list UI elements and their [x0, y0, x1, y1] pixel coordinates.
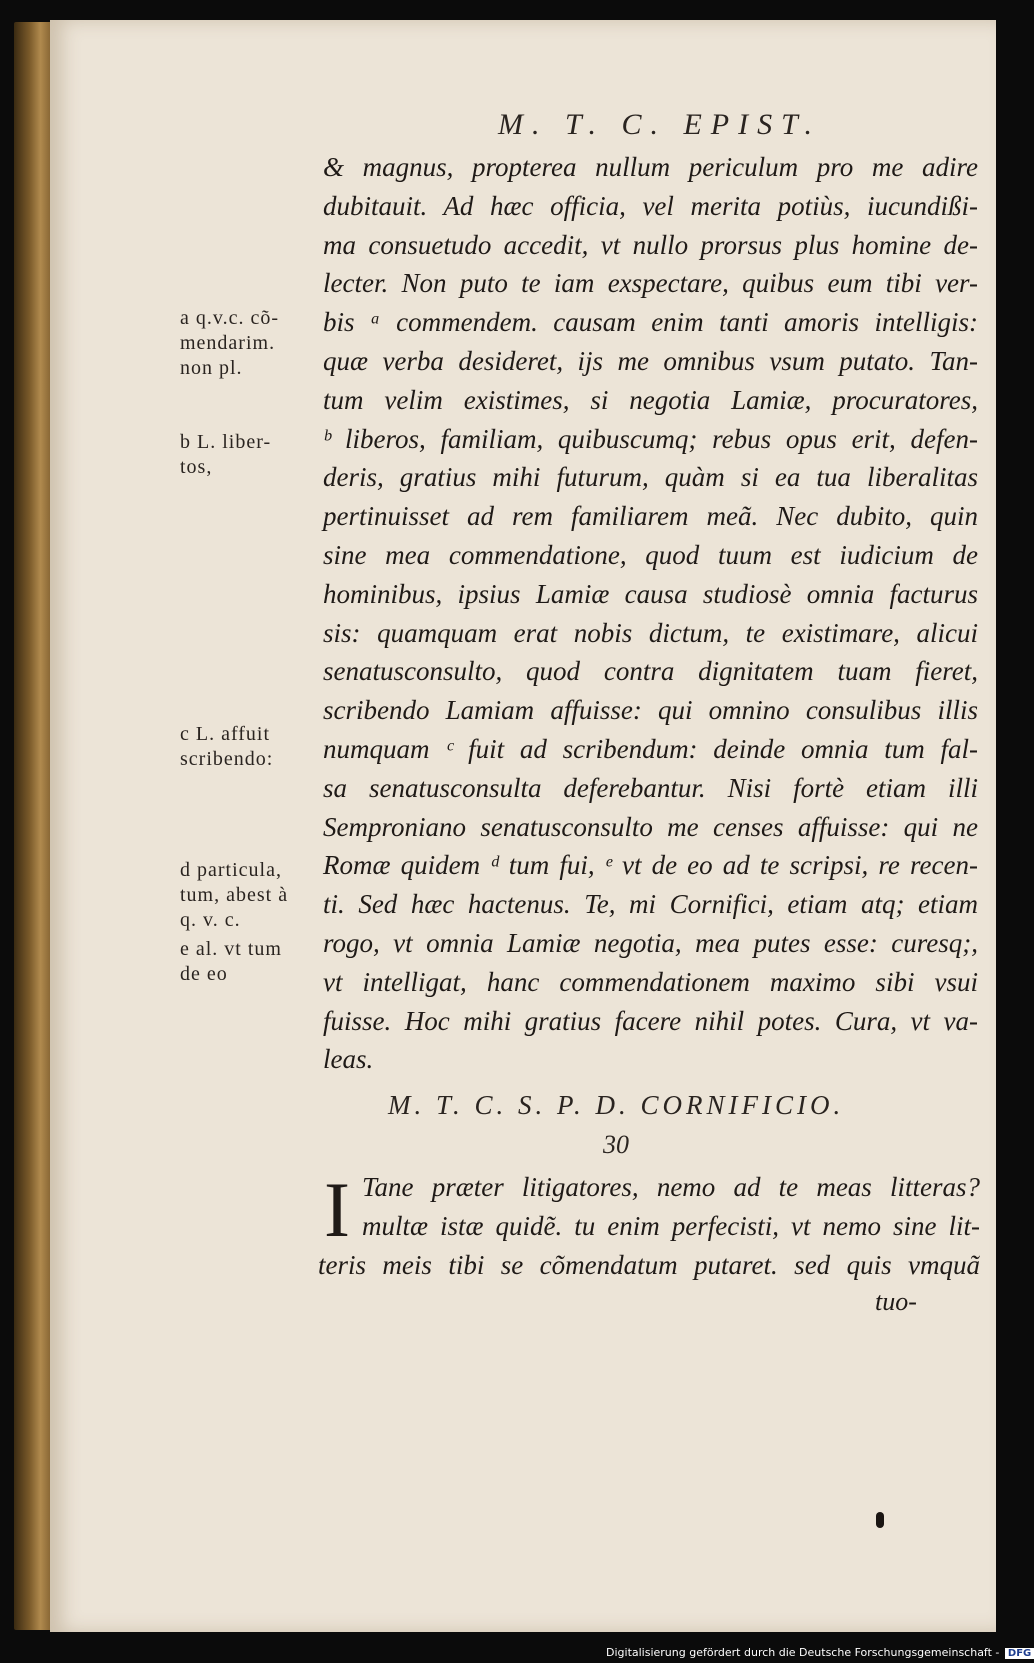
- text-line: Tane præter litigatores, nemo ad te meas litteras?: [362, 1172, 980, 1202]
- margin-note-b: [180, 430, 325, 480]
- text-line: multæ istæ quidẽ. tu enim perfecisti, vt nemo sine lit-: [362, 1210, 980, 1241]
- margin-note-line: scribendo:: [180, 748, 274, 770]
- text-line: & magnus, propterea nullum periculum pro me adire: [323, 152, 978, 182]
- text-line: fuisse. Hoc mihi gratius facere nihil potes. Cura, vt va-: [323, 1005, 978, 1036]
- text-line: tum velim existimes, si negotia Lamiæ, procuratores,: [323, 384, 978, 415]
- initial-capital: I: [324, 1166, 350, 1253]
- margin-note-line: a q.v.c. cõ-: [180, 307, 279, 329]
- text-line: numquam ᶜ fuit ad scribendum: deinde omnia tum fal-: [323, 733, 978, 764]
- text-line: bis ᵃ commendem. causam enim tanti amoris intelligis:: [323, 307, 978, 338]
- text-line: vt intelligat, hanc commendationem maximo sibi vsui: [323, 966, 978, 997]
- text-line: dubitauit. Ad hæc officia, vel merita potiùs, iucundißi-: [323, 190, 978, 221]
- text-line: ma consuetudo accedit, vt nullo prorsus plus homine de-: [323, 229, 978, 260]
- running-title: M. T. C. EPIST.: [498, 108, 822, 141]
- text-line: sa senatusconsulta deferebantur. Nisi fortè etiam illi: [323, 772, 978, 803]
- margin-note-line: tos,: [180, 456, 213, 478]
- ink-spot: [876, 1512, 884, 1528]
- margin-note-line: c L. affuit: [180, 723, 271, 745]
- text-line: Semproniano senatusconsulto me censes affuisse: qui ne: [323, 811, 978, 842]
- text-line: deris, gratius mihi futurum, quàm si ea tua liberalitas: [323, 462, 978, 493]
- margin-note-line: b L. liber-: [180, 431, 272, 453]
- margin-note-line: mendarim.: [180, 332, 276, 354]
- text-line: Romæ quidem ᵈ tum fui, ᵉ vt de eo ad te scripsi, re recen-: [323, 850, 978, 881]
- letter-heading: M. T. C. S. P. D. CORNIFICIO.: [388, 1090, 845, 1120]
- margin-note-a: [180, 306, 325, 381]
- text-line: teris meis tibi se cõmendatum putaret. sed quis vmquã: [318, 1249, 980, 1280]
- text-line: sine mea commendatione, quod tuum est iudicium de: [323, 539, 978, 570]
- margin-note-d: [180, 858, 325, 933]
- dfg-logo: DFG: [1005, 1648, 1034, 1659]
- text-line: scribendo Lamiam affuisse: qui omnino consulibus illis: [323, 695, 978, 726]
- letter-body-2: [318, 1168, 980, 1284]
- text-line: senatusconsulto, quod contra dignitatem tuam fieret,: [323, 656, 978, 687]
- text-line: hominibus, ipsius Lamiæ causa studiosè omnia facturus: [323, 578, 978, 609]
- text-line: ᵇ liberos, familiam, quibuscumq; rebus opus erit, defen-: [323, 423, 978, 454]
- margin-note-line: q. v. c.: [180, 909, 241, 931]
- funding-footer: [606, 1646, 1034, 1659]
- margin-note-line: d particula,: [180, 859, 282, 881]
- text-line: pertinuisset ad rem familiarem meã. Nec dubito, quin: [323, 501, 978, 532]
- margin-note-line: e al. vt tum: [180, 938, 282, 960]
- footer-text: Digitalisierung gefördert durch die Deutsche Forschungsgemeinschaft -: [606, 1646, 1000, 1659]
- text-line: rogo, vt omnia Lamiæ negotia, mea putes esse: curesq;,: [323, 927, 978, 958]
- letter-body: [323, 148, 978, 1079]
- margin-note-c: [180, 722, 325, 772]
- margin-note-line: tum, abest à: [180, 884, 289, 906]
- text-line: ti. Sed hæc hactenus. Te, mi Cornifici, etiam atq; etiam: [323, 889, 978, 920]
- text-line: quæ verba desideret, ijs me omnibus vsum putato. Tan-: [323, 345, 978, 376]
- margin-note-line: de eo: [180, 963, 228, 985]
- margin-note-e: [180, 937, 325, 987]
- margin-note-line: non pl.: [180, 357, 243, 379]
- text-line: leas.: [323, 1044, 374, 1075]
- catchword: tuo-: [875, 1287, 917, 1316]
- text-line: sis: quamquam erat nobis dictum, te existimare, alicui: [323, 617, 978, 648]
- text-line: lecter. Non puto te iam exspectare, quibus eum tibi ver-: [323, 268, 978, 299]
- letter-number: 30: [603, 1130, 629, 1159]
